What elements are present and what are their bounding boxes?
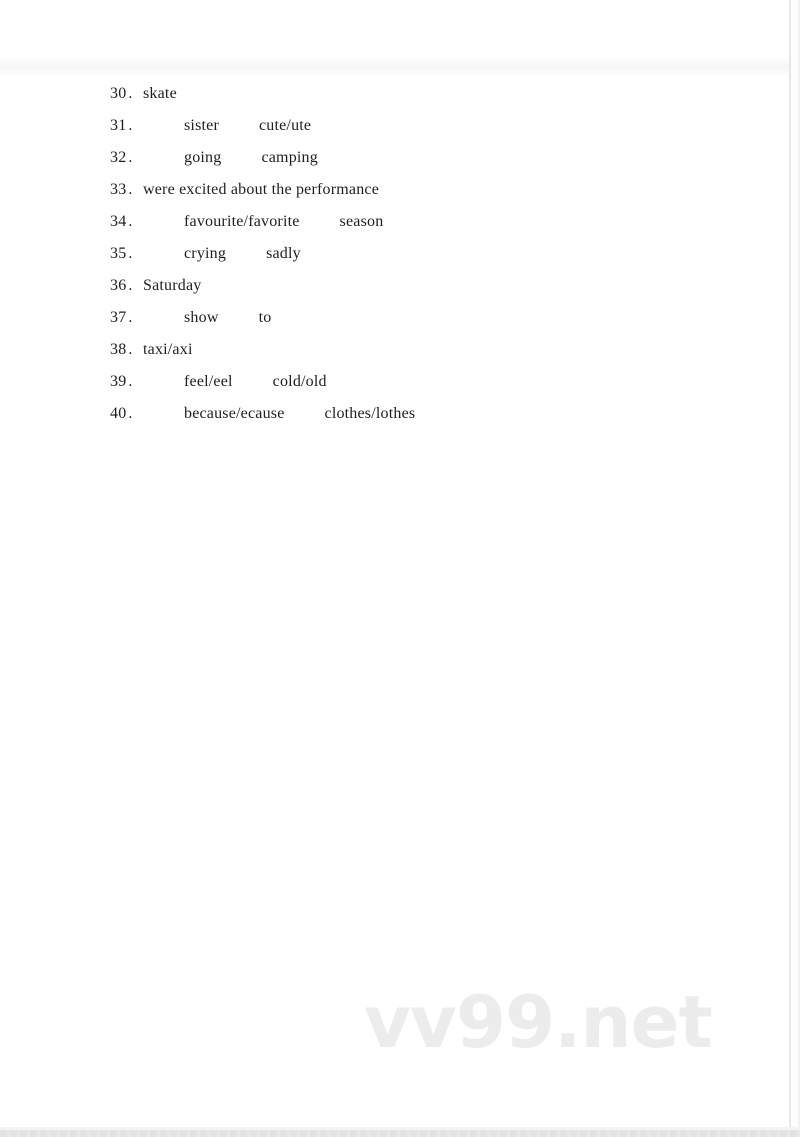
item-number-value: 35 xyxy=(110,245,127,262)
item-number-dot: . xyxy=(128,341,133,358)
bottom-bar xyxy=(0,1130,800,1137)
item-number-value: 34 xyxy=(110,213,127,230)
item-number-value: 38 xyxy=(110,341,127,358)
answer-text: favourite/favorite xyxy=(184,213,300,230)
answer-text: taxi/axi xyxy=(143,341,193,358)
answer-text: to xyxy=(258,309,272,326)
answer-text: sadly xyxy=(266,245,301,262)
item-number xyxy=(110,174,143,206)
item-number-dot: . xyxy=(128,277,133,294)
item-number-dot: . xyxy=(128,85,133,102)
answer-row-36 xyxy=(110,270,415,302)
item-number-value: 30 xyxy=(110,85,127,102)
answer-row-30 xyxy=(110,78,415,110)
item-number-dot: . xyxy=(128,405,133,422)
item-number xyxy=(110,78,143,110)
item-number-value: 32 xyxy=(110,149,127,166)
answer-text: skate xyxy=(143,85,177,102)
answer-text: cold/old xyxy=(272,373,327,390)
answer-text: crying xyxy=(184,245,227,262)
item-number xyxy=(110,270,143,302)
item-number-dot: . xyxy=(128,213,133,230)
item-number-dot: . xyxy=(128,117,133,134)
answer-text: because/ecause xyxy=(184,405,285,422)
item-number xyxy=(110,398,143,430)
answer-text: season xyxy=(339,213,384,230)
item-number-dot: . xyxy=(128,373,133,390)
item-number xyxy=(110,206,143,238)
answer-text: sister xyxy=(184,117,219,134)
item-number-value: 40 xyxy=(110,405,127,422)
answer-row-40 xyxy=(110,398,415,430)
answer-row-32 xyxy=(110,142,415,174)
item-number-dot: . xyxy=(128,245,133,262)
answer-list xyxy=(110,78,415,430)
answer-text: cute/ute xyxy=(258,117,312,134)
answer-row-35 xyxy=(110,238,415,270)
item-number-value: 31 xyxy=(110,117,127,134)
answer-row-39 xyxy=(110,366,415,398)
watermark: vv99.net xyxy=(364,980,712,1064)
item-number-value: 39 xyxy=(110,373,127,390)
answer-row-37 xyxy=(110,302,415,334)
item-number-value: 33 xyxy=(110,181,127,198)
item-number xyxy=(110,366,143,398)
answer-text: show xyxy=(184,309,219,326)
page-break-shadow xyxy=(0,56,800,76)
item-number xyxy=(110,238,143,270)
answer-row-34 xyxy=(110,206,415,238)
item-number-dot: . xyxy=(128,149,133,166)
answer-text: Saturday xyxy=(143,277,202,294)
answer-row-38 xyxy=(110,334,415,366)
answer-text: camping xyxy=(261,149,318,166)
item-number-value: 36 xyxy=(110,277,127,294)
item-number xyxy=(110,334,143,366)
answer-text: going xyxy=(184,149,222,166)
item-number xyxy=(110,302,143,334)
item-number xyxy=(110,142,143,174)
item-number-value: 37 xyxy=(110,309,127,326)
answer-text: were excited about the performance xyxy=(143,181,380,198)
item-number xyxy=(110,110,143,142)
answer-text: clothes/lothes xyxy=(324,405,416,422)
item-number-dot: . xyxy=(128,181,133,198)
answer-row-31 xyxy=(110,110,415,142)
item-number-dot: . xyxy=(128,309,133,326)
answer-text: feel/eel xyxy=(184,373,233,390)
answer-row-33 xyxy=(110,174,415,206)
